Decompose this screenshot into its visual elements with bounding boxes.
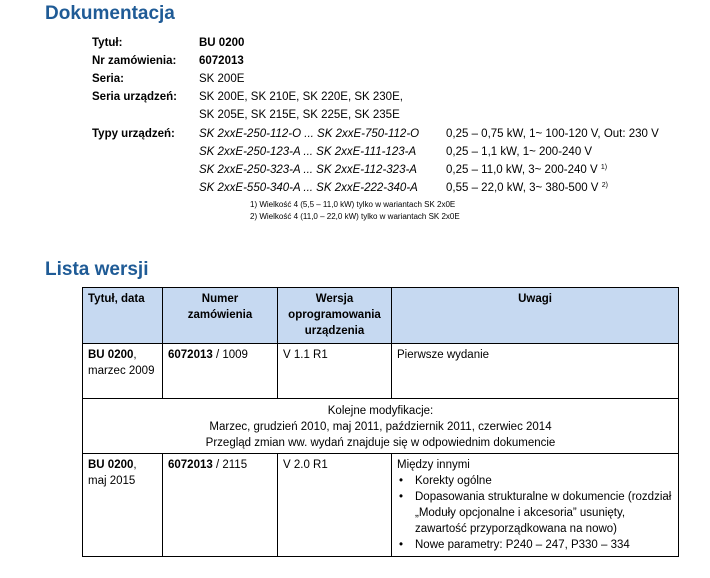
row-version: V 2.0 R1 [278,454,392,557]
list-item: • Nowe parametry: P240 – 247, P330 – 334 [397,537,673,553]
table-row [83,454,679,557]
device-type-spec: 0,25 – 11,0 kW, 3~ 200-240 V $^{1)}$ [446,164,608,176]
order-number-value: 6072013 [199,55,244,67]
modifications-line: Przegląd zmian ww. wydań znajduje się w odpowiednim dokumencie [205,437,556,449]
series-value: SK 200E [199,73,245,85]
device-series-line-1: SK 200E, SK 210E, SK 220E, SK 230E, [199,91,403,103]
device-type-spec: 0,55 – 22,0 kW, 3~ 380-500 V $^{2)}$ [446,182,608,194]
footnote-marker: 2) [601,182,608,189]
device-type-range: SK 2xxE-250-323-A ... SK 2xxE-112-323-A [199,164,417,176]
list-item: • Dopasowania strukturalne w dokumencie (rozdział „Moduły opcjonalne i akcesoria” usunięty, zawartość przyporządkowana na nowo) [397,489,673,537]
header-firmware-version: Wersja oprogramowania urządzenia [278,288,392,344]
notes-intro: Między innymi [397,459,470,471]
documentation-heading: Dokumentacja [45,3,175,24]
order-number-label: Nr zamówienia: [92,55,177,67]
device-type-range: SK 2xxE-250-123-A ... SK 2xxE-111-123-A [199,146,417,158]
footnote-2: 2) Wielkość 4 (11,0 – 22,0 kW) tylko w wariantach SK 2x0E [250,212,460,221]
table-row [83,344,679,399]
series-label: Seria: [92,73,124,85]
header-order-number: Numer zamówienia [163,288,278,344]
header-notes: Uwagi [392,288,679,344]
list-item: • Korekty ogólne [397,473,673,489]
row-notes: Pierwsze wydanie [392,344,679,399]
modifications-line: Marzec, grudzień 2010, maj 2011, październik 2011, czerwiec 2014 [209,421,552,433]
notes-list [397,473,673,553]
device-types-label: Typy urządzeń: [92,128,175,140]
row-order-number: 6072013 / 1009 [163,344,278,399]
footnote-1: 1) Wielkość 4 (5,5 – 11,0 kW) tylko w wariantach SK 2x0E [250,200,456,209]
device-type-spec: 0,25 – 1,1 kW, 1~ 200-240 V [446,146,593,158]
device-type-range: SK 2xxE-250-112-O ... SK 2xxE-750-112-O [199,128,420,140]
row-order-number: 6072013 / 2115 [163,454,278,557]
modifications-cell [83,399,679,454]
row-notes [392,454,679,557]
device-type-spec: 0,25 – 0,75 kW, 1~ 100-120 V, Out: 230 V [446,128,659,140]
footnote-marker: 1) [600,164,608,171]
version-table [82,287,679,557]
header-title-date: Tytuł, data [83,288,163,344]
row-title: BU 0200, marzec 2009 [83,344,163,399]
table-header-row [83,288,679,344]
device-series-line-2: SK 205E, SK 215E, SK 225E, SK 235E [199,109,400,121]
row-version: V 1.1 R1 [278,344,392,399]
device-type-range: SK 2xxE-550-340-A ... SK 2xxE-222-340-A [199,182,418,194]
title-label: Tytuł: [92,37,123,49]
version-list-heading: Lista wersji [45,259,149,280]
modifications-line: Kolejne modyfikacje: [327,405,434,417]
title-value: BU 0200 [199,37,245,49]
row-title: BU 0200, maj 2015 [83,454,163,557]
device-series-label: Seria urządzeń: [92,91,177,103]
modifications-row [83,399,679,454]
